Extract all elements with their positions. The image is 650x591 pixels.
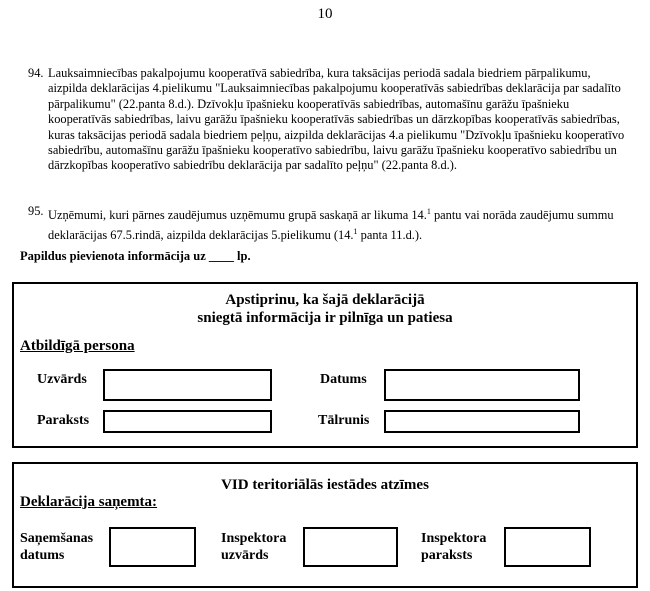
inspector-surname-label: [221, 530, 286, 564]
phone-label: Tālrunis: [318, 413, 370, 428]
label-line: paraksts: [421, 548, 473, 563]
phone-field[interactable]: [384, 410, 580, 433]
item-text: Lauksaimniecības pakalpojumu kooperatīvā sabiedrība, kura taksācijas periodā sadala biedriem pārpalikumu, aizpilda deklarācijas 4.pielikumu "Lauksaimniecības pakalpojumu kooperatīvās sabiedrības deklarācija par sadalīto pārpalikumu" (22.panta 8.d.). Dzīvokļu īpašnieku kooperatīvās sabiedrības, automašīnu garāžu īpašnieku kooperatīvās sabiedrības, laivu garāžu īpašnieku kooperatīvās sabiedrības un dārzkopības kooperatīvās sabiedrības, kuras taksācijas periodā sadala biedriem peļņu, aizpilda deklarācijas 4.a pielikumu "Dzīvokļu īpašnieku kooperatīvo sabiedrību, automašīnu garāžu īpašnieku kooperatīvo sabiedrību, laivu garāžu īpašnieku kooperatīvo sabiedrību un dārzkopības kooperatīvo sabiedrību deklarācija par sadalīto peļņu" (22.panta 8.d.).: [48, 66, 625, 173]
date-field[interactable]: [384, 369, 580, 401]
confirmation-title: [12, 291, 638, 327]
received-date-field[interactable]: [109, 527, 196, 567]
page-number: 10: [317, 6, 333, 22]
text-part: Uzņēmumi, kuri pārnes zaudējumus uzņēmumu grupā saskaņā ar likuma 14.: [48, 208, 427, 223]
item-number: 94.: [28, 66, 44, 80]
additional-info: Papildus pievienota informācija uz ____ lp.: [20, 249, 251, 263]
inspector-signature-label: [421, 530, 486, 564]
item-text: [28, 204, 628, 243]
label-line: Saņemšanas: [20, 531, 94, 546]
superscript: 1: [353, 226, 358, 236]
text-part: pantu vai norāda zaudējumu summu deklarācijas 67.5.rindā, aizpilda deklarācijas 5.pielikumu (14.: [48, 208, 614, 242]
received-heading: Deklarācija saņemta:: [20, 494, 158, 510]
vid-title: VID teritoriālās iestādes atzīmes: [221, 477, 429, 493]
title-line: sniegtā informācija ir pilnīga un patiesa: [197, 310, 453, 326]
label-line: Inspektora: [221, 531, 287, 546]
item-94: [28, 66, 628, 174]
text-part: panta 11.d.).: [357, 227, 423, 242]
item-number: 95.: [28, 204, 44, 218]
signature-field[interactable]: [103, 410, 272, 433]
superscript: 1: [426, 207, 431, 216]
signature-label: Paraksts: [37, 413, 90, 428]
item-95: [28, 204, 628, 243]
label-line: datums: [20, 548, 65, 563]
inspector-surname-field[interactable]: [303, 527, 398, 567]
label-line: uzvārds: [221, 548, 269, 563]
responsible-person-heading: Atbildīgā persona: [20, 338, 135, 354]
label-line: Inspektora: [421, 531, 487, 546]
surname-field[interactable]: [103, 369, 272, 401]
date-label: Datums: [320, 372, 367, 387]
received-date-label: [20, 530, 93, 564]
surname-label: Uzvārds: [37, 372, 87, 387]
inspector-signature-field[interactable]: [504, 527, 591, 567]
title-line: Apstiprinu, ka šajā deklarācijā: [225, 292, 425, 308]
